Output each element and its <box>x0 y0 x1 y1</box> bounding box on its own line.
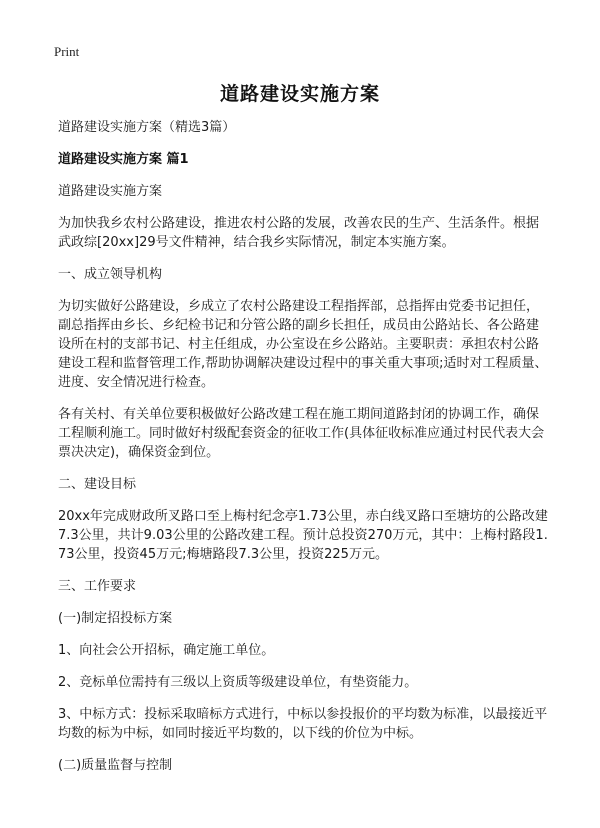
paragraph: (二)质量监督与控制 <box>58 758 173 773</box>
paragraph: 20xx年完成财政所叉路口至上梅村纪念亭1.73公里，赤白线叉路口至塘坊的公路改建7.3公里，共计9.03公里的公路改建工程。预计总投资270万元，其中：上梅村路段1.73公里，投资45万元;梅塘路段7.3公里，投资225万元。 <box>58 509 548 562</box>
paragraph: (一)制定招投标方案 <box>58 611 173 626</box>
paragraph: 为加快我乡农村公路建设，推进农村公路的发展，改善农民的生产、生活条件。根据武政综[20xx]29号文件精神，结合我乡实际情况，制定本实施方案。 <box>58 216 540 250</box>
paragraph: 一、成立领导机构 <box>58 267 163 282</box>
paragraph: 3、中标方式：投标采取暗标方式进行，中标以参投报价的平均数为标准，以最接近平均数的标为中标，如同时接近平均数的，以下线的价位为中标。 <box>58 707 548 741</box>
paragraph: 道路建设实施方案 <box>58 184 163 199</box>
print-label: Print <box>54 44 80 59</box>
document-subtitle: 道路建设实施方案（精选3篇） <box>58 120 236 135</box>
paragraph: 三、工作要求 <box>58 579 137 594</box>
paragraph: 二、建设目标 <box>58 477 137 492</box>
paragraph: 2、竞标单位需持有三级以上资质等级建设单位，有垫资能力。 <box>58 675 418 690</box>
section-heading: 道路建设实施方案 篇1 <box>58 152 189 167</box>
document-title: 道路建设实施方案 <box>219 83 380 105</box>
paragraph: 1、向社会公开招标，确定施工单位。 <box>58 643 275 658</box>
paragraph: 为切实做好公路建设，乡成立了农村公路建设工程指挥部，总指挥由党委书记担任，副总指挥由乡长、乡纪检书记和分管公路的副乡长担任，成员由公路站长、各公路建设所在村的支部书记、村主任组成，办公室设在乡公路站。主要职责：承担农村公路建设工程和监督管理工作,帮助协调解决建设过程中的事关重大事项;适时对工程质量、进度、安全情况进行检查。 <box>58 299 548 390</box>
paragraph: 各有关村、有关单位要积极做好公路改建工程在施工期间道路封闭的协调工作，确保工程顺利施工。同时做好村级配套资金的征收工作(具体征收标准应通过村民代表大会票决决定)，确保资金到位。 <box>58 407 545 460</box>
document-body <box>58 118 550 788</box>
